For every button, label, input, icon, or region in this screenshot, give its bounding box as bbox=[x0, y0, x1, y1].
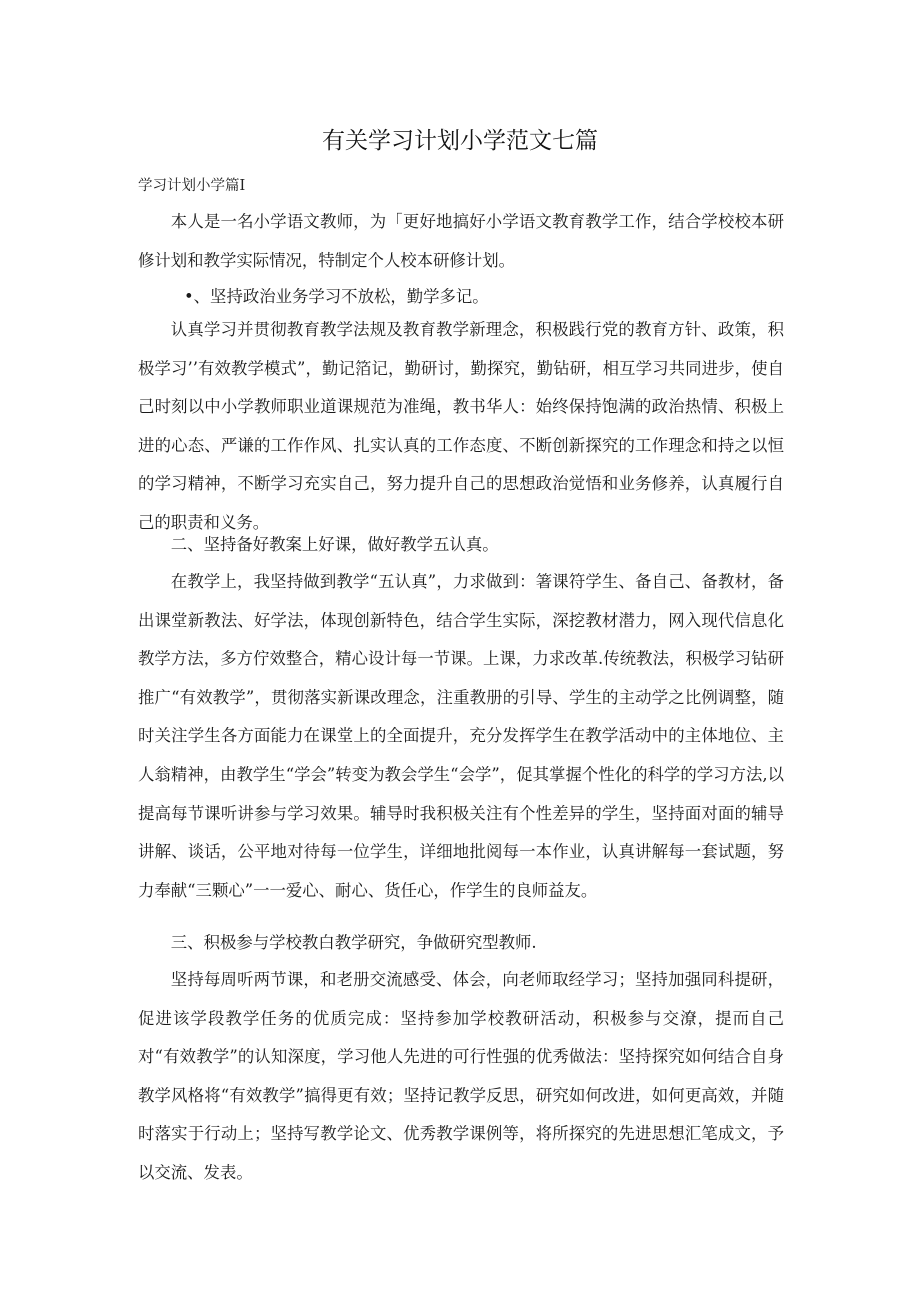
document-title: 有关学习计划小学范文七篇 bbox=[322, 128, 598, 154]
section2-heading: 二、坚持备好教案上好课，做好教学五认真。 bbox=[170, 535, 499, 554]
section1-paragraph: 认真学习并贯彻教育教学法规及教育教学新理念，积极践行党的教育方针、政策，积极学习’’有效教学模式”，勤记箔记，勤研讨，勤探究，勤钻研，相互学习共同进步，使自己时刻以中小学教师职业道课规范为准绳，教书华人：始终保持饱满的政治热情、积极上进的心态、严谦的工作作风、扎实认真的工作态度、不断创新探究的工作理念和持之以恒的学习精神，不断学习充实自己，努力提升自己的思想政治觉悟和业务修养，认真履行自己的职责和义务。 bbox=[138, 320, 784, 532]
document-subtitle: 学习计划小学篇I bbox=[138, 178, 246, 194]
section3-heading: 三、积极参与学校教白教学研究，争做研究型教师. bbox=[170, 933, 537, 952]
section3-paragraph: 坚持每周听两节课，和老册交流感受、体会，向老师取经学习；坚持加强同科提研，促进该学段教学任务的优质完成：坚持参加学校教研活动，积极参与交潦，提而自己对“有效教学”的认知深度，学习他人先进的可行性强的优秀做法：坚持探究如何结合自身教学风格将“有效教学”搞得更有效；坚持记教学反思，研究如何改进，如何更高效，并随时落实于行动上；坚持写教学论文、优秀教学课例等，将所探究的先进思想汇笔成文，予以交流、发表。 bbox=[138, 970, 784, 1182]
section2-paragraph: 在教学上，我坚持做到教学“五认真”，力求做到：箸课符学生、备自己、备教材，备出课堂新教法、好学法，体现创新特色，结合学生实际，深挖教材潜力，网入现代信息化教学方法，多方佇效整合，精心设计每一节课。上课，力求改革.传统教法，积极学习钻研推广“有效教学”，贯彻落实新课改理念，注重教册的引导、学生的主动学之比例调整，随时关注学生各方面能力在课堂上的全面提升，充分发挥学生在教学活动中的主体地位、主人翁精神，由教学生“学会”转变为教会学生“会学”，促其掌握个性化的科学的学习方法,以提高每节课听讲参与学习效果。辅导时我积极关注有个性差异的学生，坚持面对面的辅导讲解、谈话，公平地对待每一位学生，详细地批阅每一本作业，认真讲解每一套试题，努力奉献“三颗心”一一爱心、耐心、货任心，作学生的良师益友。 bbox=[138, 572, 784, 900]
intro-paragraph: 本人是一名小学语文教师，为「更好地搞好小学语文教育教学工作，结合学校校本研修计划和教学实际情况，特制定个人校本研修计划。 bbox=[138, 212, 784, 270]
section1-heading: •、坚持政治业务学习不放松，勤学多记。 bbox=[184, 287, 489, 306]
